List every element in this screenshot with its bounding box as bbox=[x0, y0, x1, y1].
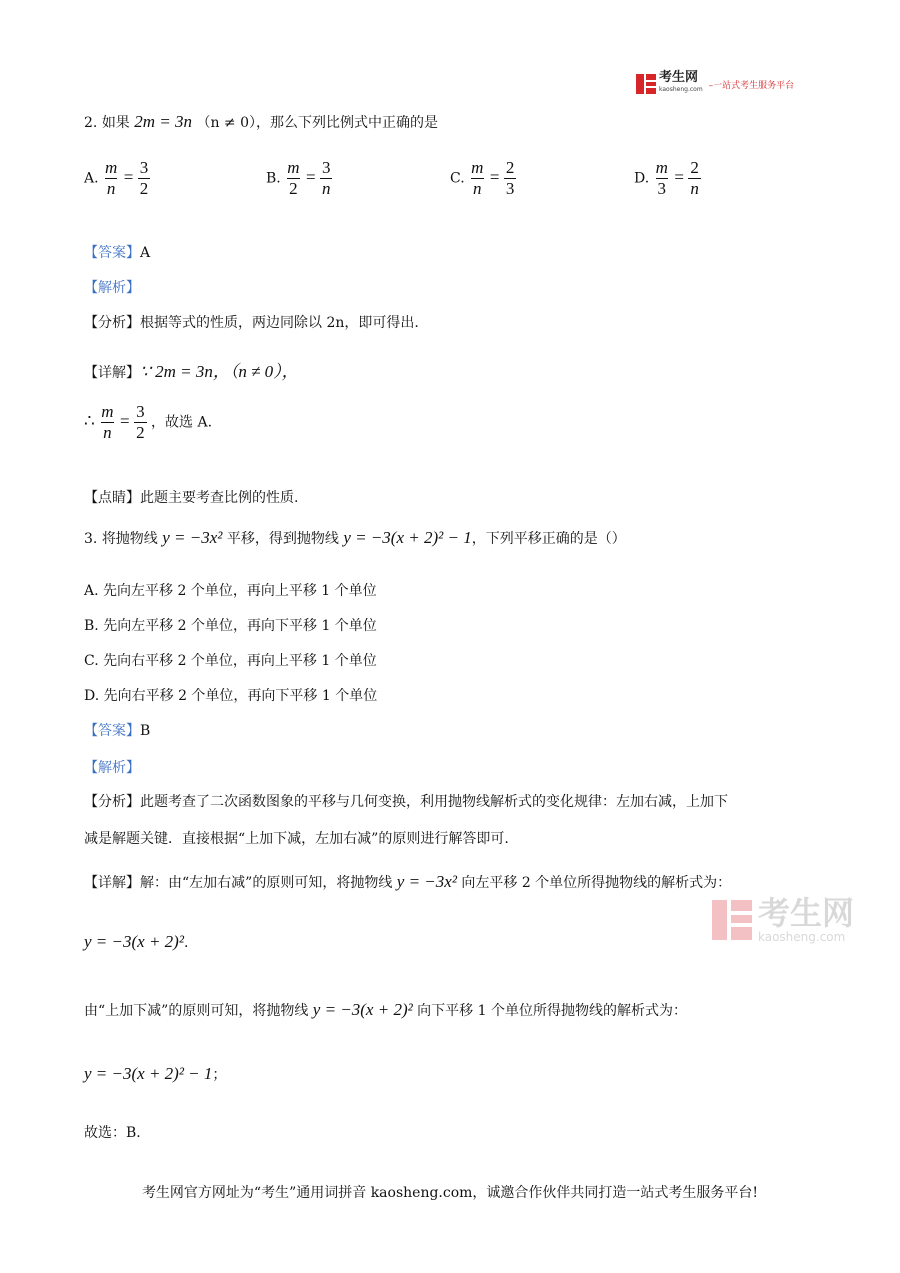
watermark-logo-icon bbox=[712, 900, 752, 940]
q3-fenxi-line1: 【分析】此题考查了二次函数图象的平移与几何变换，利用抛物线解析式的变化规律：左加右减，上加下 bbox=[84, 794, 728, 810]
q3-answer: 【答案】B bbox=[84, 723, 151, 739]
q3-analysis-tag: 【解析】 bbox=[84, 760, 140, 776]
q2-option-b: B. $\frac{m}{2}$ = $\frac{3}{n}$ bbox=[266, 158, 331, 198]
q3-step2: 由“上加下减”的原则可知，将抛物线 y = −3(x + 2)² 向下平移 1 个单位所得抛物线的解析式为： bbox=[84, 1000, 687, 1019]
q2-analysis-tag: 【解析】 bbox=[84, 280, 140, 296]
q3-result1: y = −3(x + 2)². bbox=[84, 932, 189, 951]
q3-option-b: B. 先向左平移 2 个单位，再向下平移 1 个单位 bbox=[84, 618, 377, 634]
q3-xiangjie: 【详解】解：由“左加右减”的原则可知，将抛物线 y = −3x² 向左平移 2 个单位所得抛物线的解析式为： bbox=[84, 872, 732, 891]
q3-fenxi-line2: 减是解题关键．直接根据“上加下减，左加右减”的原则进行解答即可. bbox=[84, 831, 509, 847]
q2-option-a: A. $\frac{m}{n}$ = $\frac{3}{2}$ bbox=[84, 158, 149, 198]
q3-option-a: A. 先向左平移 2 个单位，再向上平移 1 个单位 bbox=[84, 583, 377, 599]
q2-fenxi: 【分析】根据等式的性质，两边同除以 2n，即可得出. bbox=[84, 315, 419, 331]
q2-dianjing: 【点睛】此题主要考查比例的性质. bbox=[84, 490, 299, 506]
q2-xiangjie: 【详解】∵ 2m = 3n，（n ≠ 0）， bbox=[84, 362, 299, 381]
footer-text: 考生网官方网址为“考生”通用词拼音 kaosheng.com，诚邀合作伙伴共同打造一站式考生服务平台! bbox=[141, 1185, 759, 1201]
logo-mark-icon bbox=[636, 74, 656, 94]
q2-answer: 【答案】A bbox=[84, 245, 151, 261]
q3-result2: y = −3(x + 2)² − 1； bbox=[84, 1064, 227, 1083]
header-logo bbox=[636, 72, 794, 96]
q2-option-d: D. $\frac{m}{3}$ = $\frac{2}{n}$ bbox=[634, 158, 699, 198]
q3-final: 故选：B. bbox=[84, 1125, 141, 1141]
q2-result: ∴ $\frac{m}{n}$ = $\frac{3}{2}$ ，故选 A. bbox=[84, 402, 213, 442]
q2-option-c: C. $\frac{m}{n}$ = $\frac{2}{3}$ bbox=[450, 158, 515, 198]
q2-stem: 2. 如果 2m = 3n （n ≠ 0），那么下列比例式中正确的是 bbox=[84, 112, 439, 131]
logo-text: 考生网 kaosheng.com bbox=[659, 70, 703, 93]
q3-stem: 3. 将抛物线 y = −3x² 平移，得到抛物线 y = −3(x + 2)² − 1，下列平移正确的是（） bbox=[84, 528, 626, 547]
q3-option-d: D. 先向右平移 2 个单位，再向下平移 1 个单位 bbox=[84, 688, 378, 704]
header-slogan: –一站式考生服务平台 bbox=[708, 80, 795, 91]
q3-option-c: C. 先向右平移 2 个单位，再向上平移 1 个单位 bbox=[84, 653, 377, 669]
watermark: 考生网 kaosheng.com bbox=[712, 896, 854, 944]
